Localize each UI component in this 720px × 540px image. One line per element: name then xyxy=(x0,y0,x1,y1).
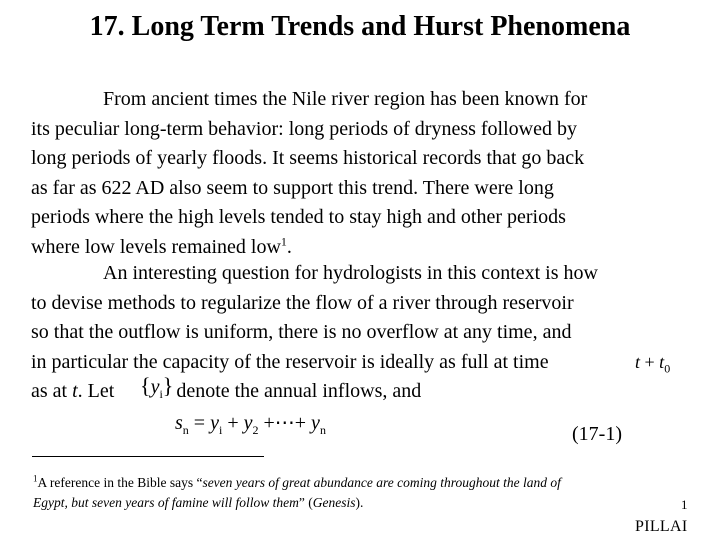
equation-number: (17-1) xyxy=(572,423,622,445)
math-operator: + xyxy=(294,412,307,434)
footnote xyxy=(33,473,673,513)
footnote-quote: Egypt, but seven years of famine will follow them xyxy=(33,495,299,510)
equation-17-1 xyxy=(175,410,326,435)
math-subscript: 2 xyxy=(252,423,259,437)
math-operator: + xyxy=(263,412,275,434)
math-var: y xyxy=(210,412,219,434)
math-subscript: i xyxy=(159,387,163,401)
text-fragment: ” ( xyxy=(298,495,313,510)
math-ellipsis: ⋯ xyxy=(274,412,295,434)
math-operator: + xyxy=(227,412,239,434)
math-brace: { xyxy=(140,373,151,398)
text-fragment: as at xyxy=(31,380,73,403)
footnote-quote: seven years of great abundance are coming throughout the land of xyxy=(202,475,561,490)
text-line: periods where the high levels tended to stay high and other periods xyxy=(31,206,566,229)
math-var: y xyxy=(311,412,320,434)
math-var: t xyxy=(659,352,665,372)
text-line: An interesting question for hydrologists in this context is how xyxy=(103,262,598,284)
text-line xyxy=(31,377,696,407)
math-var: y xyxy=(150,376,160,398)
footnote-divider xyxy=(32,456,264,457)
text-fragment: where low levels remained low xyxy=(31,235,281,258)
math-operator: + xyxy=(644,352,655,372)
text-fragment: . xyxy=(286,235,292,258)
math-var: y xyxy=(243,412,253,434)
text-line: in particular the capacity of the reservoir is ideally as full at time xyxy=(31,350,549,373)
footnote-mark: 1 xyxy=(33,473,38,484)
math-var: t xyxy=(635,352,641,372)
author-name: PILLAI xyxy=(635,518,688,535)
footnote-line xyxy=(33,493,673,513)
text-fragment: A reference in the Bible says “ xyxy=(37,475,203,490)
page-number: 1 xyxy=(681,497,688,512)
slide-title: 17. Long Term Trends and Hurst Phenomena xyxy=(89,11,631,42)
text-fragment: denote the annual inflows, and xyxy=(176,380,422,403)
math-var: s xyxy=(175,412,183,434)
paragraph-hydrology-question xyxy=(31,259,696,407)
footnote-reference: 1 xyxy=(280,234,287,249)
math-subscript: n xyxy=(182,423,189,437)
text-line: to devise methods to regularize the flow of a river through reservoir xyxy=(31,291,574,314)
text-line: From ancient times the Nile river region has been known for xyxy=(103,88,588,110)
math-t-plus-t0 xyxy=(635,352,671,376)
footnote-source: Genesis xyxy=(312,495,356,510)
math-subscript: 0 xyxy=(664,361,671,376)
text-line: its peculiar long-term behavior: long periods of dryness followed by xyxy=(31,117,577,140)
math-y-set xyxy=(140,373,173,399)
math-subscript: i xyxy=(218,423,223,437)
paragraph-nile-history xyxy=(31,85,696,263)
math-brace: } xyxy=(162,373,174,398)
text-fragment: ). xyxy=(355,495,364,510)
text-fragment: . Let xyxy=(77,380,115,403)
variable-t: t xyxy=(72,380,78,403)
footnote-line xyxy=(33,473,673,493)
text-line: as far as 622 AD also seem to support this trend. There were long xyxy=(31,176,554,199)
math-subscript: n xyxy=(319,423,326,437)
text-line: so that the outflow is uniform, there is no overflow at any time, and xyxy=(31,321,572,344)
math-operator: = xyxy=(193,412,206,434)
text-line: long periods of yearly floods. It seems historical records that go back xyxy=(31,147,585,170)
